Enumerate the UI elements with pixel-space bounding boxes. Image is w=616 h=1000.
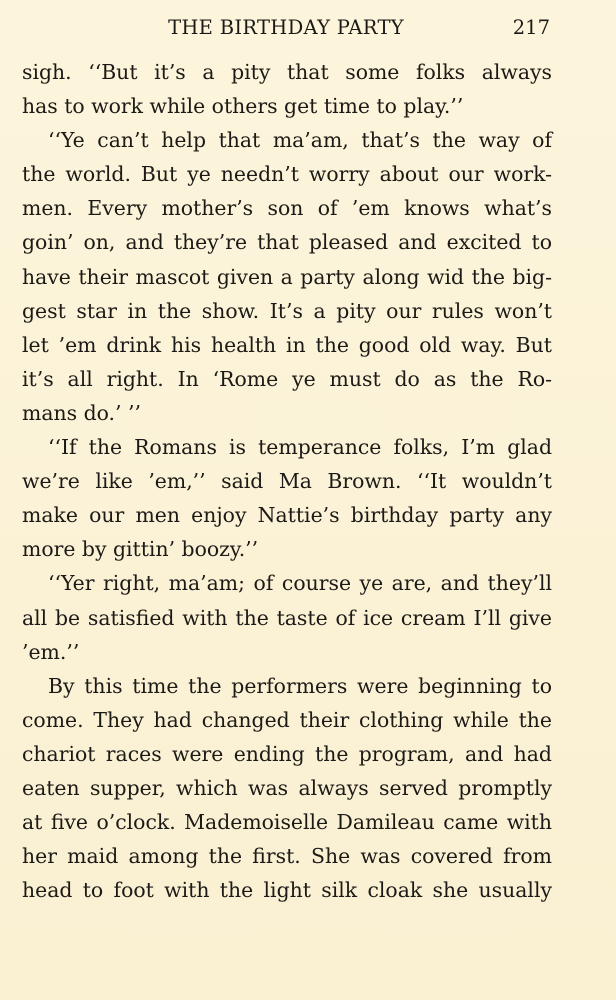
text-line: sigh. ‘‘But it’s a pity that some folks always	[22, 60, 552, 84]
text-line: ‘‘Ye can’t help that ma’am, that’s the way of	[48, 128, 552, 153]
text-line: more by gittin’ boozy.’’	[22, 537, 259, 562]
text-line: it’s all right. In ‘Rome ye must do as the Ro-	[22, 366, 552, 391]
page-number: 217	[512, 16, 550, 39]
running-head	[22, 16, 550, 46]
text-line: mans do.’ ’’	[22, 400, 141, 425]
text-line: ‘‘If the Romans is temperance folks, I’m glad	[48, 435, 552, 460]
text-line: all be satisfied with the taste of ice cream I’ll give	[22, 605, 552, 630]
text-line: let ’em drink his health in the good old way. But	[22, 332, 552, 357]
text-line: we’re like ’em,’’ said Ma Brown. ‘‘It wouldn’t	[22, 469, 552, 494]
text-line: her maid among the first. She was covered from	[22, 844, 552, 869]
text-line: come. They had changed their clothing while the	[22, 707, 552, 732]
text-line: the world. But ye needn’t worry about our work-	[22, 162, 552, 187]
text-line: ‘‘Yer right, ma’am; of course ye are, and they’ll	[48, 571, 552, 596]
text-line: has to work while others get time to play.’’	[22, 94, 464, 119]
text-line: have their mascot given a party along wid the big-	[22, 264, 552, 289]
text-line: gest star in the show. It’s a pity our rules won’t	[22, 298, 552, 323]
text-line: make our men enjoy Nattie’s birthday party any	[22, 503, 552, 528]
text-line: at five o’clock. Mademoiselle Damileau came with	[22, 810, 552, 835]
text-line: head to foot with the light silk cloak she usually	[22, 878, 552, 903]
text-line: eaten supper, which was always served promptly	[22, 775, 552, 800]
text-line: ’em.’’	[22, 639, 80, 664]
running-title: THE BIRTHDAY PARTY	[168, 16, 404, 39]
body-text	[22, 55, 552, 907]
text-line: men. Every mother’s son of ’em knows what’s	[22, 196, 552, 221]
text-line: chariot races were ending the program, and had	[22, 741, 552, 766]
text-line: goin’ on, and they’re that pleased and excited to	[22, 230, 552, 255]
text-line: By this time the performers were beginning to	[48, 673, 552, 698]
